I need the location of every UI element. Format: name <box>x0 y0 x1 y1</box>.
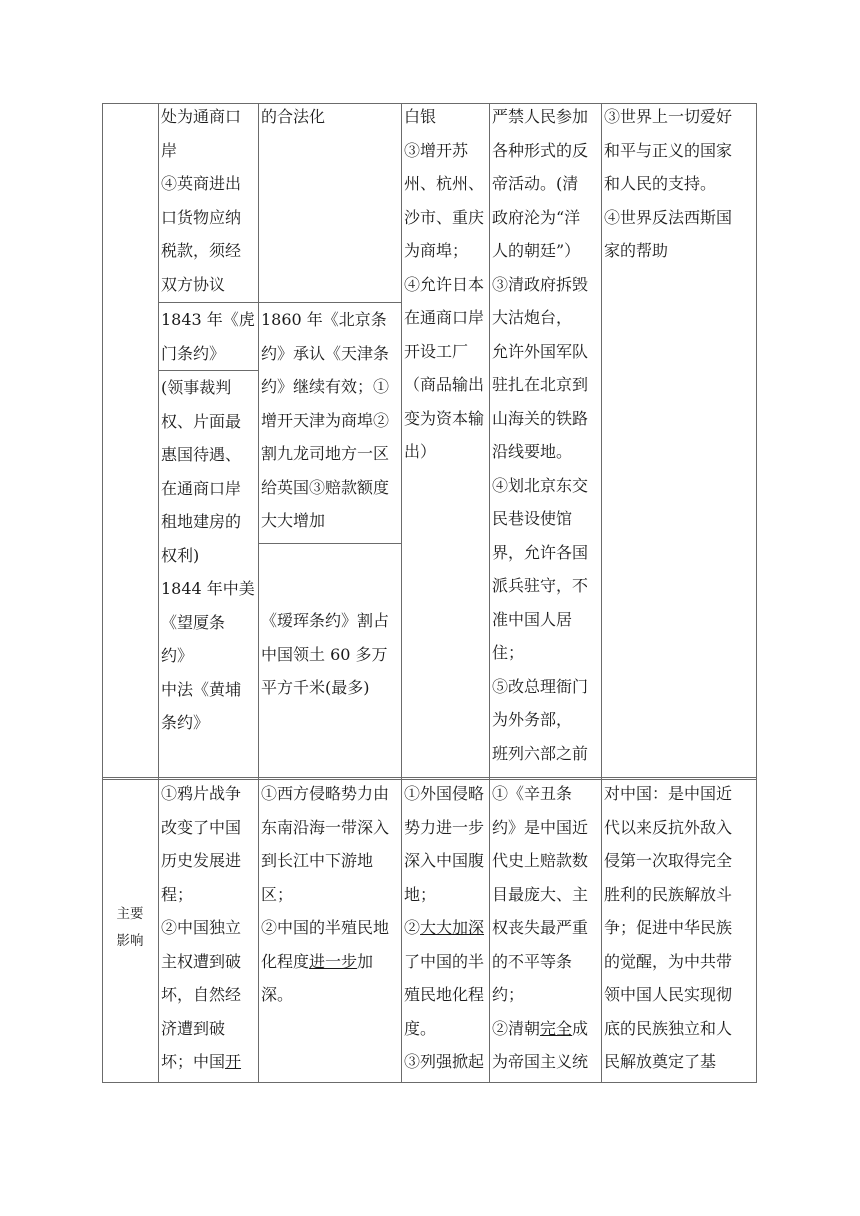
cell-impact-col2: ①西方侵略势力由 东南沿海一带深入 到长江中下游地 区； ②中国的半殖民地 化程度进一步加 深。 <box>261 784 390 1004</box>
cell-treaty-col1-c: (领事裁判 权、片面最 惠国待遇、 在通商口岸 租地建房的 权利) 1844 年中美 《望厦条 约》 中法《黄埔 条约》 <box>161 378 255 732</box>
cell-treaty-col2-a: 的合法化 <box>261 107 326 126</box>
cell-treaty-col1-b: 1843 年《虎 门条约》 <box>161 310 255 363</box>
cell-impact-col5: 对中国：是中国近 代以来反抗外敌入 侵第一次取得完全 胜利的民族解放斗 争；促进中华民族 的觉醒，为中共带 领中国人民实现彻 底的民族独立和人 民解放奠定了基 <box>604 784 733 1071</box>
table-bottom-border <box>102 1082 757 1083</box>
cell-treaty-col3: 白银 ③增开苏 州、杭州、 沙市、重庆 为商埠； ④允许日本 在通商口岸 开设工厂 （商品输出 变为资本输 出） <box>404 107 485 461</box>
cell-col5-reasons: ③世界上一切爱好 和平与正义的国家 和人民的支持。 ④世界反法西斯国 家的帮助 <box>604 107 733 260</box>
cell-treaty-col2-c: 《瑷珲条约》割占 中国领土 60 多万 平方千米(最多) <box>261 611 390 697</box>
cell-impact-col3: ①外国侵略 势力进一步 深入中国腹 地； ②大大加深 了中国的半 殖民地化程 度。 ③列强掀起 <box>404 784 485 1071</box>
cell-impact-col1: ①鸦片战争 改变了中国 历史发展进 程； ②中国独立 主权遭到破 坏，自然经 济遭到破 坏；中国开 <box>161 784 242 1071</box>
cell-treaty-col4: 严禁人民参加 各种形式的反 帝活动。(清 政府沦为“洋 人的朝廷”） ③清政府拆毁 大沽炮台， 允许外国军队 驻扎在北京到 山海关的铁路 沿线要地。 ④划北京东交 民巷设使馆 界，允许各国 派兵驻守，不 准中国人居 住； ⑤改总理衙门 为外务部， 班列六部之前 <box>492 107 589 763</box>
table-right-border <box>756 103 757 1083</box>
cell-treaty-col2-b: 1860 年《北京条 约》承认《天津条 约》继续有效；① 增开天津为商埠② 割九龙司地方一区 给英国③赔款额度 大大增加 <box>261 310 390 530</box>
row-header-impact: 主要 影响 <box>116 906 144 949</box>
cell-impact-col4: ①《辛丑条 约》是中国近 代史上赔款数 目最庞大、主 权丧失最严重 的不平等条 约； ②清朝完全成 为帝国主义统 <box>492 784 589 1071</box>
cell-treaty-col1-a: 处为通商口 岸 ④英商进出 口货物应纳 税款，须经 双方协议 <box>161 107 242 294</box>
cell-divider <box>258 543 401 544</box>
